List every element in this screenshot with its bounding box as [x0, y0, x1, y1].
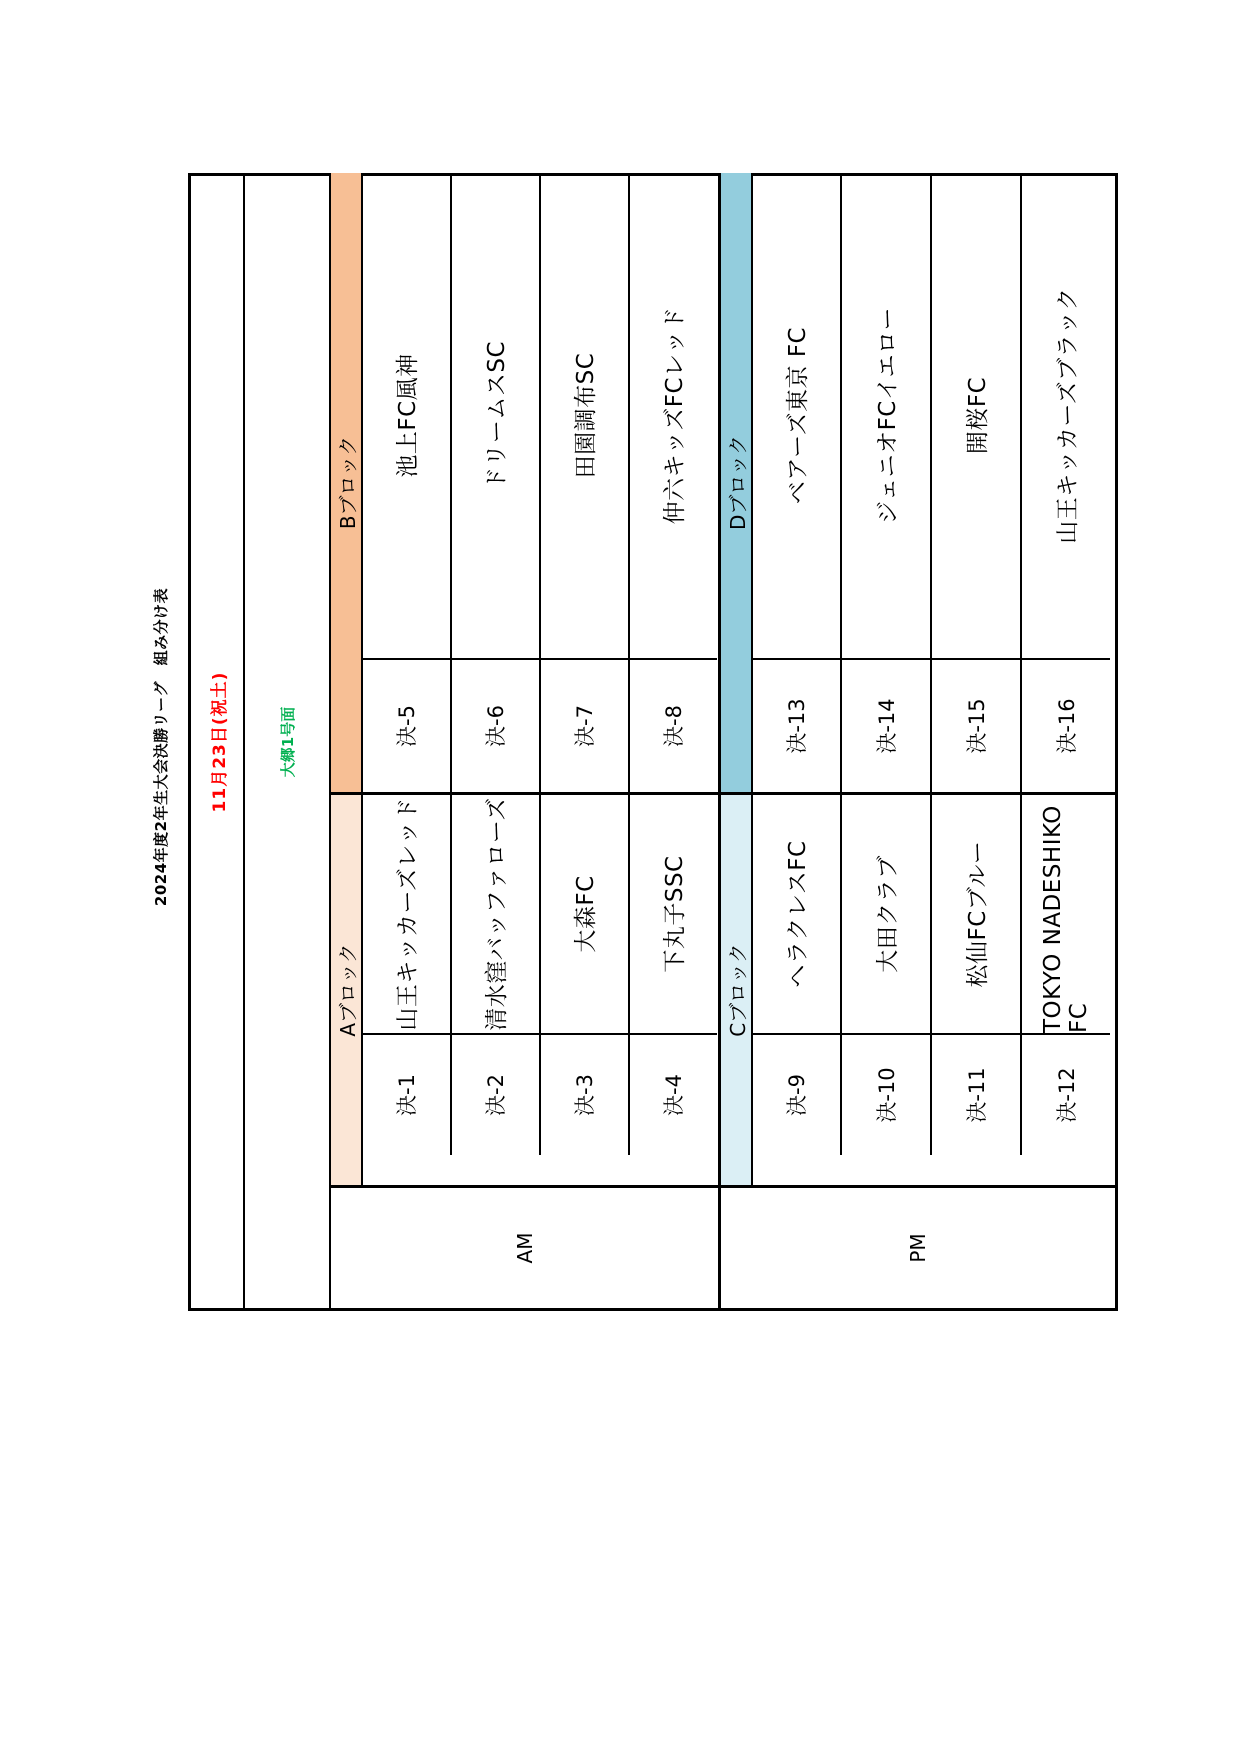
team-name: 大田クラブ [875, 855, 901, 973]
schedule-document [80, 167, 1092, 1327]
table-row [361, 795, 452, 1155]
table-row [539, 173, 630, 792]
block-a [331, 792, 718, 1185]
match-code: 決-4 [628, 1033, 717, 1155]
team-name: 池上FC風神 [395, 353, 421, 478]
block-c [721, 792, 1115, 1185]
session-label: PM [721, 1185, 1115, 1308]
match-code: 決-12 [1021, 1033, 1110, 1155]
table-row [1021, 173, 1110, 792]
match-code: 決-2 [450, 1033, 539, 1155]
table-row [628, 173, 717, 792]
match-code: 決-16 [1021, 658, 1110, 792]
match-code: 決-11 [931, 1033, 1020, 1155]
table-row [751, 795, 842, 1155]
team-name: ヘラクレスFC [785, 840, 811, 988]
match-code: 決-9 [751, 1033, 840, 1155]
match-code: 決-10 [841, 1033, 930, 1155]
session-label: AM [331, 1185, 718, 1308]
team-name: 松仙FCブルー [965, 840, 991, 988]
team-name: 開桜FC [965, 376, 991, 455]
table-row [1021, 795, 1110, 1155]
table-row [361, 173, 452, 792]
table-row [751, 173, 842, 792]
table-row [931, 795, 1022, 1155]
team-name: TOKYO NADESHIKO FC [1039, 805, 1092, 1033]
table-row [841, 173, 932, 792]
block-d [721, 173, 1115, 792]
match-code: 決-8 [628, 658, 717, 792]
team-name: 仲六キッズFCレッド [662, 306, 688, 525]
match-code: 決-6 [450, 658, 539, 792]
match-code: 決-13 [751, 658, 840, 792]
match-code: 決-15 [931, 658, 1020, 792]
table-row [628, 795, 717, 1155]
match-code: 決-7 [539, 658, 628, 792]
team-name: 山王キッカーズレッド [395, 797, 421, 1031]
match-code: 決-1 [361, 1033, 450, 1155]
block-header: Dブロック [721, 173, 753, 792]
venue-name: 大郷1号面 [245, 176, 331, 1308]
group-table [188, 173, 1118, 1311]
match-code: 決-3 [539, 1033, 628, 1155]
table-row [450, 173, 541, 792]
match-code: 決-14 [841, 658, 930, 792]
match-code: 決-5 [361, 658, 450, 792]
table-row [450, 795, 541, 1155]
team-name: 清水窪バッファローズ [484, 797, 510, 1031]
team-name: ドリームスSC [484, 340, 510, 491]
table-row [931, 173, 1022, 792]
team-name: 下丸子SSC [662, 855, 688, 973]
team-name: 山王キッカーズブラック [1055, 287, 1081, 544]
team-name: 田園調布SC [573, 352, 599, 479]
block-b [331, 173, 718, 792]
session-pm [721, 176, 1115, 1308]
team-name: 大森FC [573, 875, 599, 953]
session-am [331, 176, 721, 1308]
table-row [841, 795, 932, 1155]
table-row [539, 795, 630, 1155]
block-header: Cブロック [721, 795, 753, 1185]
block-header: Aブロック [331, 795, 363, 1185]
block-header: Bブロック [331, 173, 363, 792]
team-name: ジェニオFCイエロー [875, 307, 901, 524]
document-title: 2024年度2年生大会決勝リーグ 組み分け表 [152, 587, 170, 907]
match-date: 11月23日(祝土) [191, 176, 245, 1308]
team-name: ベアーズ東京 FC [785, 326, 811, 505]
